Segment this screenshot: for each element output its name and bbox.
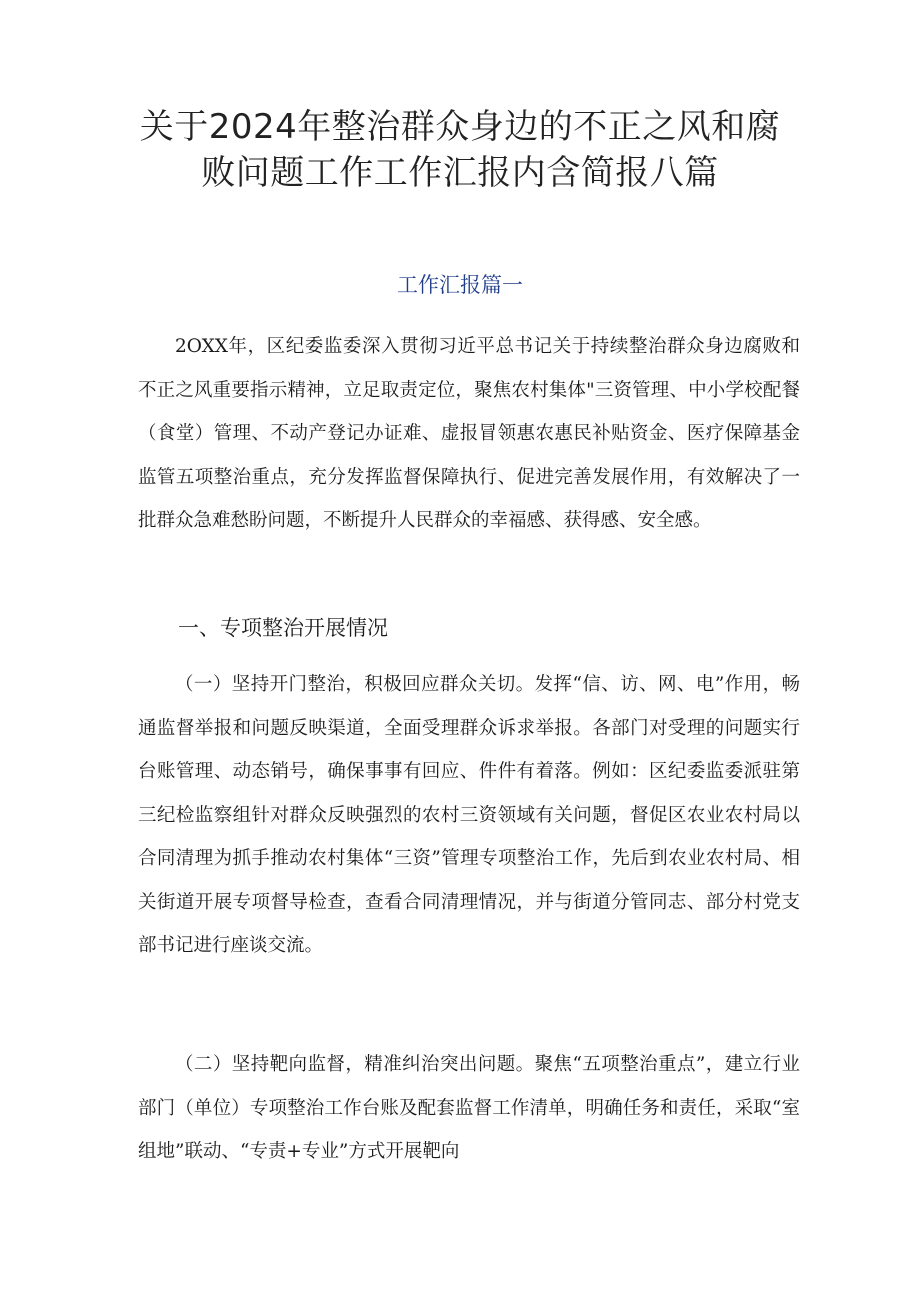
document-title-line-1: 关于2024年整治群众身边的不正之风和腐 [139,107,781,147]
intro-paragraph: 2OXX年，区纪委监委深入贯彻习近平总书记关于持续整治群众身边腐败和不正之风重要指示精神，立足取责定位，聚焦农村集体"三资管理、中小学校配餐（食堂）管理、不动产登记办证难、虚报冒领惠农惠民补贴资金、医疗保障基金监管五项整治重点，充分发挥监督保障执行、促进完善发展作用，有效解决了一批群众急难愁盼问题，不断提升人民群众的幸福感、获得感、安全感。 [138,336,800,531]
document-title-line-2: 败问题工作工作汇报内含简报八篇 [201,153,719,193]
body-paragraph-1: （一）坚持开门整治，积极回应群众关切。发挥“信、访、网、电”作用，畅通监督举报和问题反映渠道，全面受理群众诉求举报。各部门对受理的问题实行台账管理、动态销号，确保事事有回应、件件有着落。例如：区纪委监委派驻第三纪检监察组针对群众反映强烈的农村三资领域有关问题，督促区农业农村局以合同清理为抓手推动农村集体“三资”管理专项整治工作，先后到农业农村局、相关街道开展专项督导检查，查看合同清理情况，并与街道分管同志、部分村党支部书记进行座谈交流。 [138,674,800,956]
section-heading: 一、专项整治开展情况 [178,616,388,640]
body-paragraph-2: （二）坚持靶向监督，精准纠治突出问题。聚焦“五项整治重点”，建立行业部门（单位）专项整治工作台账及配套监督工作清单，明确任务和责任，采取“室组地”联动、“专责+专业”方式开展靶向 [138,1054,800,1162]
document-title [0,104,920,196]
report-heading: 工作汇报篇一 [397,273,523,297]
